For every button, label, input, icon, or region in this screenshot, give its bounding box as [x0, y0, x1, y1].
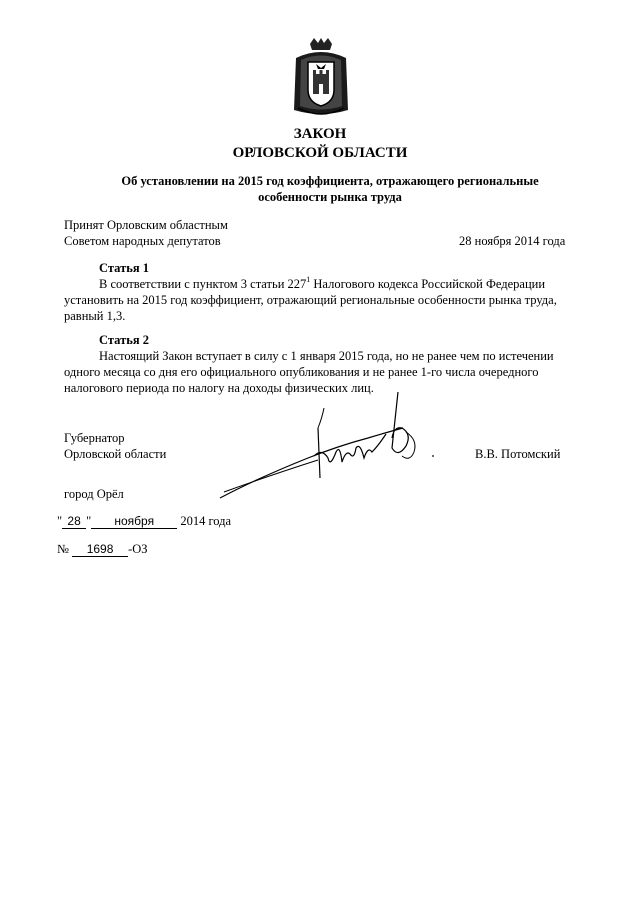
number-sign: №	[57, 542, 69, 556]
governor-name: В.В. Потомский	[475, 447, 561, 461]
governor-title-line1: Губернатор	[64, 431, 125, 445]
law-subject-line1: Об установлении на 2015 год коэффициента, отражающего региональные	[121, 174, 539, 188]
date-quote-close: "	[86, 514, 92, 528]
law-number-suffix: -ОЗ	[128, 542, 148, 556]
signing-date-line	[57, 513, 231, 529]
article-1-text-line2: установить на 2015 год коэффициент, отражающий региональные особенности рынка труда,	[64, 293, 557, 307]
law-number-field: 1698	[72, 543, 128, 557]
document-type-title: ЗАКОН	[293, 126, 347, 142]
article-2-text-line2: одного месяца со дня его официального опубликования и не ранее 1-го числа очередного	[64, 365, 539, 379]
law-number-line	[57, 541, 148, 557]
adopted-by-line2: Советом народных депутатов	[64, 234, 221, 248]
coat-of-arms-emblem	[292, 38, 350, 118]
signing-year: 2014 года	[180, 514, 232, 528]
law-subject-line2: особенности рынка труда	[258, 190, 402, 204]
region-title: ОРЛОВСКОЙ ОБЛАСТИ	[232, 145, 408, 161]
article-1-text-line1: В соответствии с пунктом 3 статьи $227^1$ Налогового кодекса Российской Федерации	[99, 275, 546, 291]
governor-title-line2: Орловской области	[64, 447, 167, 461]
article-2-text-line1: Настоящий Закон вступает в силу с 1 января 2015 года, но не ранее чем по истечении	[99, 349, 554, 363]
adopted-by-line1: Принят Орловским областным	[64, 218, 228, 232]
article-2-heading: Статья 2	[99, 333, 149, 347]
signing-day-field: 28	[62, 515, 86, 529]
signing-month-field: ноября	[91, 515, 177, 529]
city-of-signing: город Орёл	[64, 487, 124, 501]
article-1-text-line3: равный 1,3.	[64, 309, 126, 323]
handwritten-signature	[218, 388, 438, 504]
footnote-superscript: 1	[306, 275, 311, 284]
date-quote-open: "	[57, 514, 63, 528]
adoption-date: 28 ноября 2014 года	[459, 234, 566, 248]
article-1-heading: Статья 1	[99, 261, 149, 275]
article-2-text-line3: налогового периода по налогу на доходы физических лиц.	[64, 381, 374, 395]
